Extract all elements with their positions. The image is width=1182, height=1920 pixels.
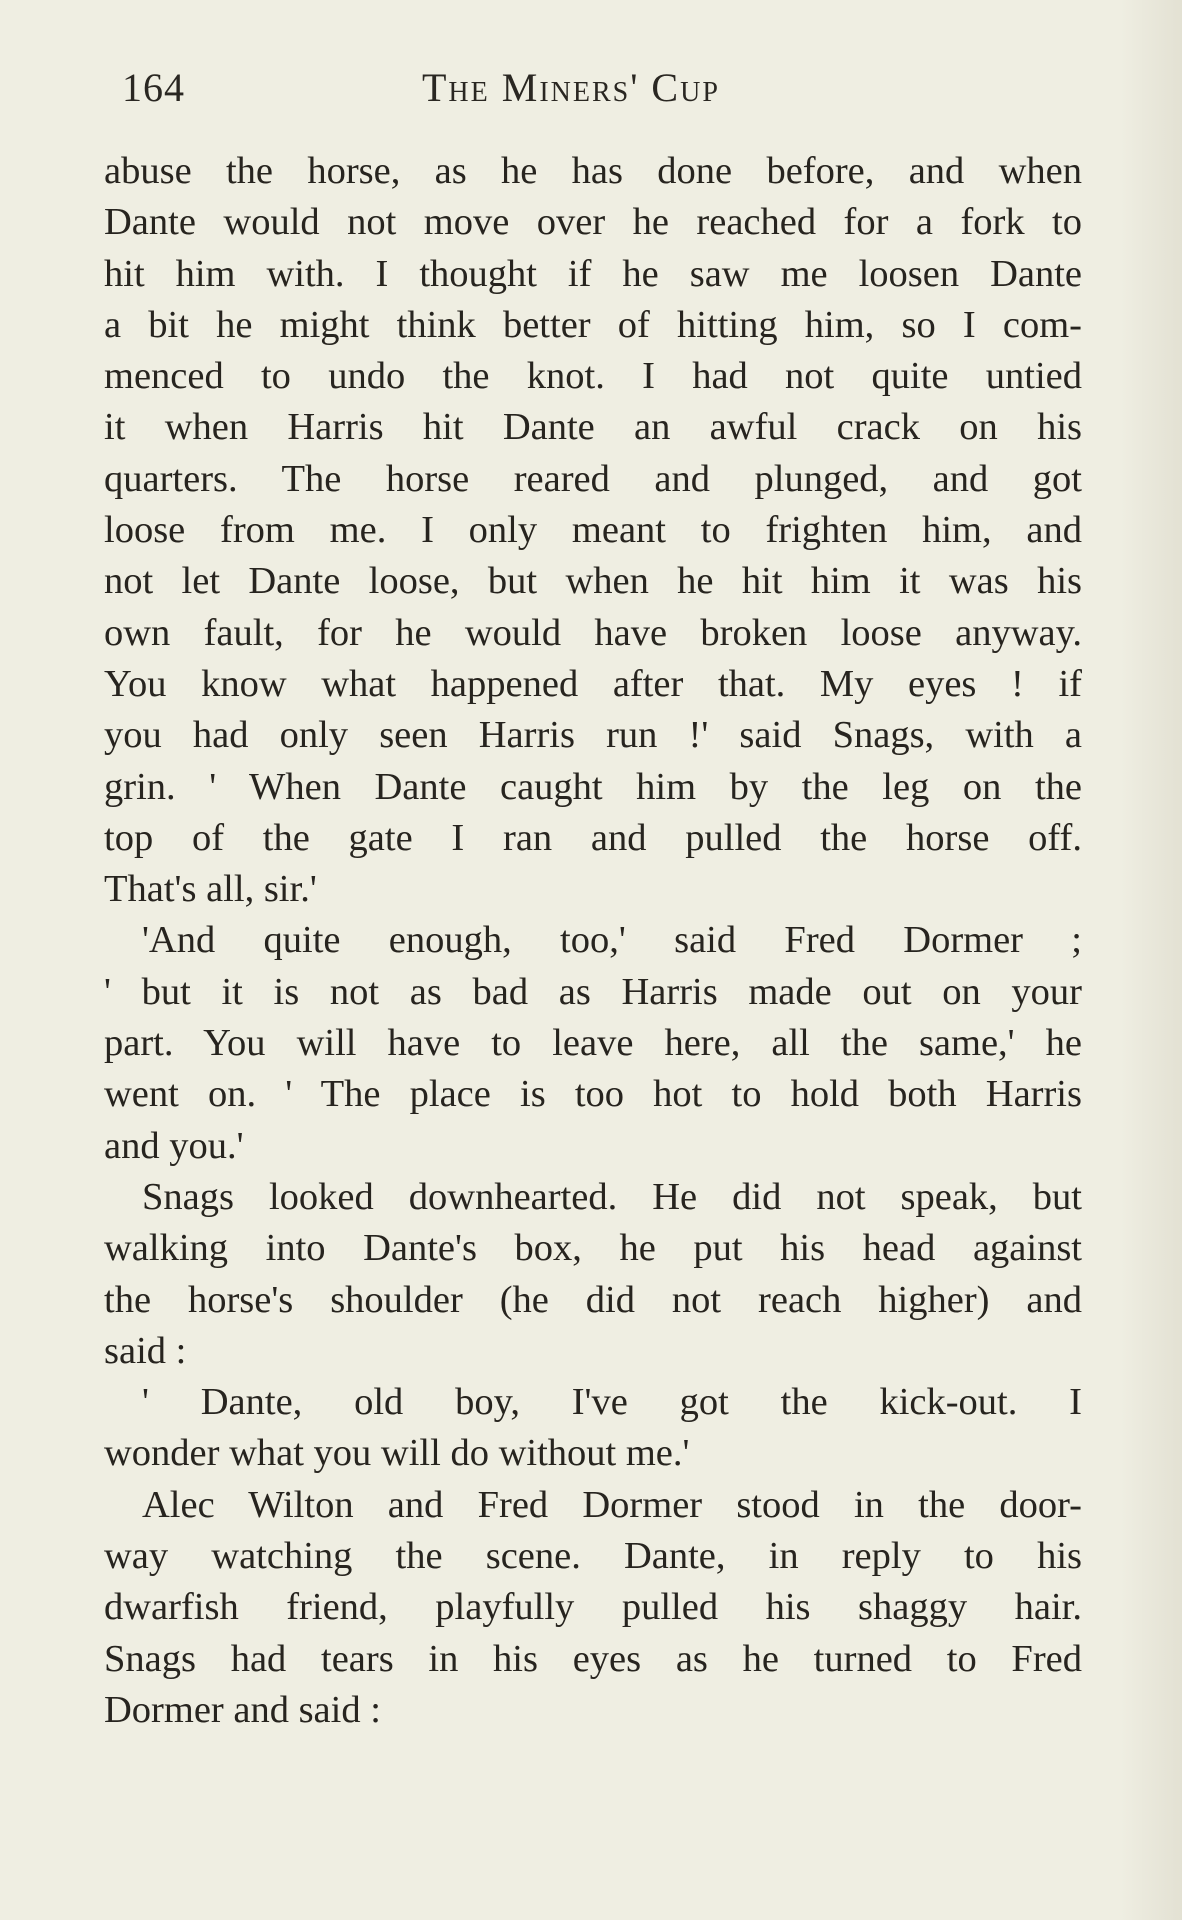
text-line: and you.': [104, 1124, 244, 1167]
text-line: walking into Dante's box, he put his head against: [104, 1227, 1082, 1270]
text-line: part. You will have to leave here, all the same,' he: [104, 1022, 1082, 1065]
text-line: not let Dante loose, but when he hit him it was his: [104, 560, 1082, 603]
text-line: Dante would not move over he reached for a fork to: [104, 201, 1082, 244]
text-line: abuse the horse, as he has done before, and when: [104, 150, 1082, 192]
text-line: Snags looked downhearted. He did not speak, but: [142, 1175, 1082, 1218]
text-line: dwarfish friend, playfully pulled his shaggy hair.: [104, 1586, 1082, 1629]
text-line: the horse's shoulder (he did not reach higher) and: [104, 1278, 1082, 1321]
text-line: said :: [104, 1329, 187, 1372]
text-line: menced to undo the knot. I had not quite untied: [104, 355, 1082, 398]
text-line: ' but it is not as bad as Harris made out on your: [104, 970, 1082, 1013]
text-line: quarters. The horse reared and plunged, and got: [104, 457, 1082, 500]
page-header: [122, 62, 1072, 118]
text-line: went on. ' The place is too hot to hold both Harris: [104, 1073, 1082, 1116]
text-line: loose from me. I only meant to frighten him, and: [104, 509, 1082, 552]
text-line: grin. ' When Dante caught him by the leg on the: [104, 765, 1082, 808]
text-line: it when Harris hit Dante an awful crack on his: [104, 406, 1082, 449]
text-line: Alec Wilton and Fred Dormer stood in the door-: [142, 1483, 1082, 1526]
text-line: Snags had tears in his eyes as he turned to Fred: [104, 1637, 1082, 1680]
text-line: You know what happened after that. My eyes ! if: [104, 662, 1082, 705]
text-line: That's all, sir.': [104, 868, 317, 911]
text-line: you had only seen Harris run !' said Snags, with a: [104, 714, 1082, 757]
text-line: top of the gate I ran and pulled the horse off.: [104, 816, 1082, 859]
text-line: Dormer and said :: [104, 1688, 381, 1731]
text-line: way watching the scene. Dante, in reply to his: [104, 1535, 1082, 1578]
page-number: 164: [122, 65, 185, 110]
text-line: 'And quite enough, too,' said Fred Dormer ;: [142, 919, 1082, 962]
body-text: [104, 146, 1082, 1736]
text-line: own fault, for he would have broken loose anyway.: [104, 611, 1082, 654]
text-line: wonder what you will do without me.': [104, 1432, 690, 1475]
running-head: The Miners' Cup: [422, 65, 720, 110]
text-line: a bit he might think better of hitting him, so I com-: [104, 303, 1082, 346]
text-line: ' Dante, old boy, I've got the kick-out. I: [142, 1381, 1082, 1424]
text-line: hit him with. I thought if he saw me loosen Dante: [104, 252, 1082, 295]
